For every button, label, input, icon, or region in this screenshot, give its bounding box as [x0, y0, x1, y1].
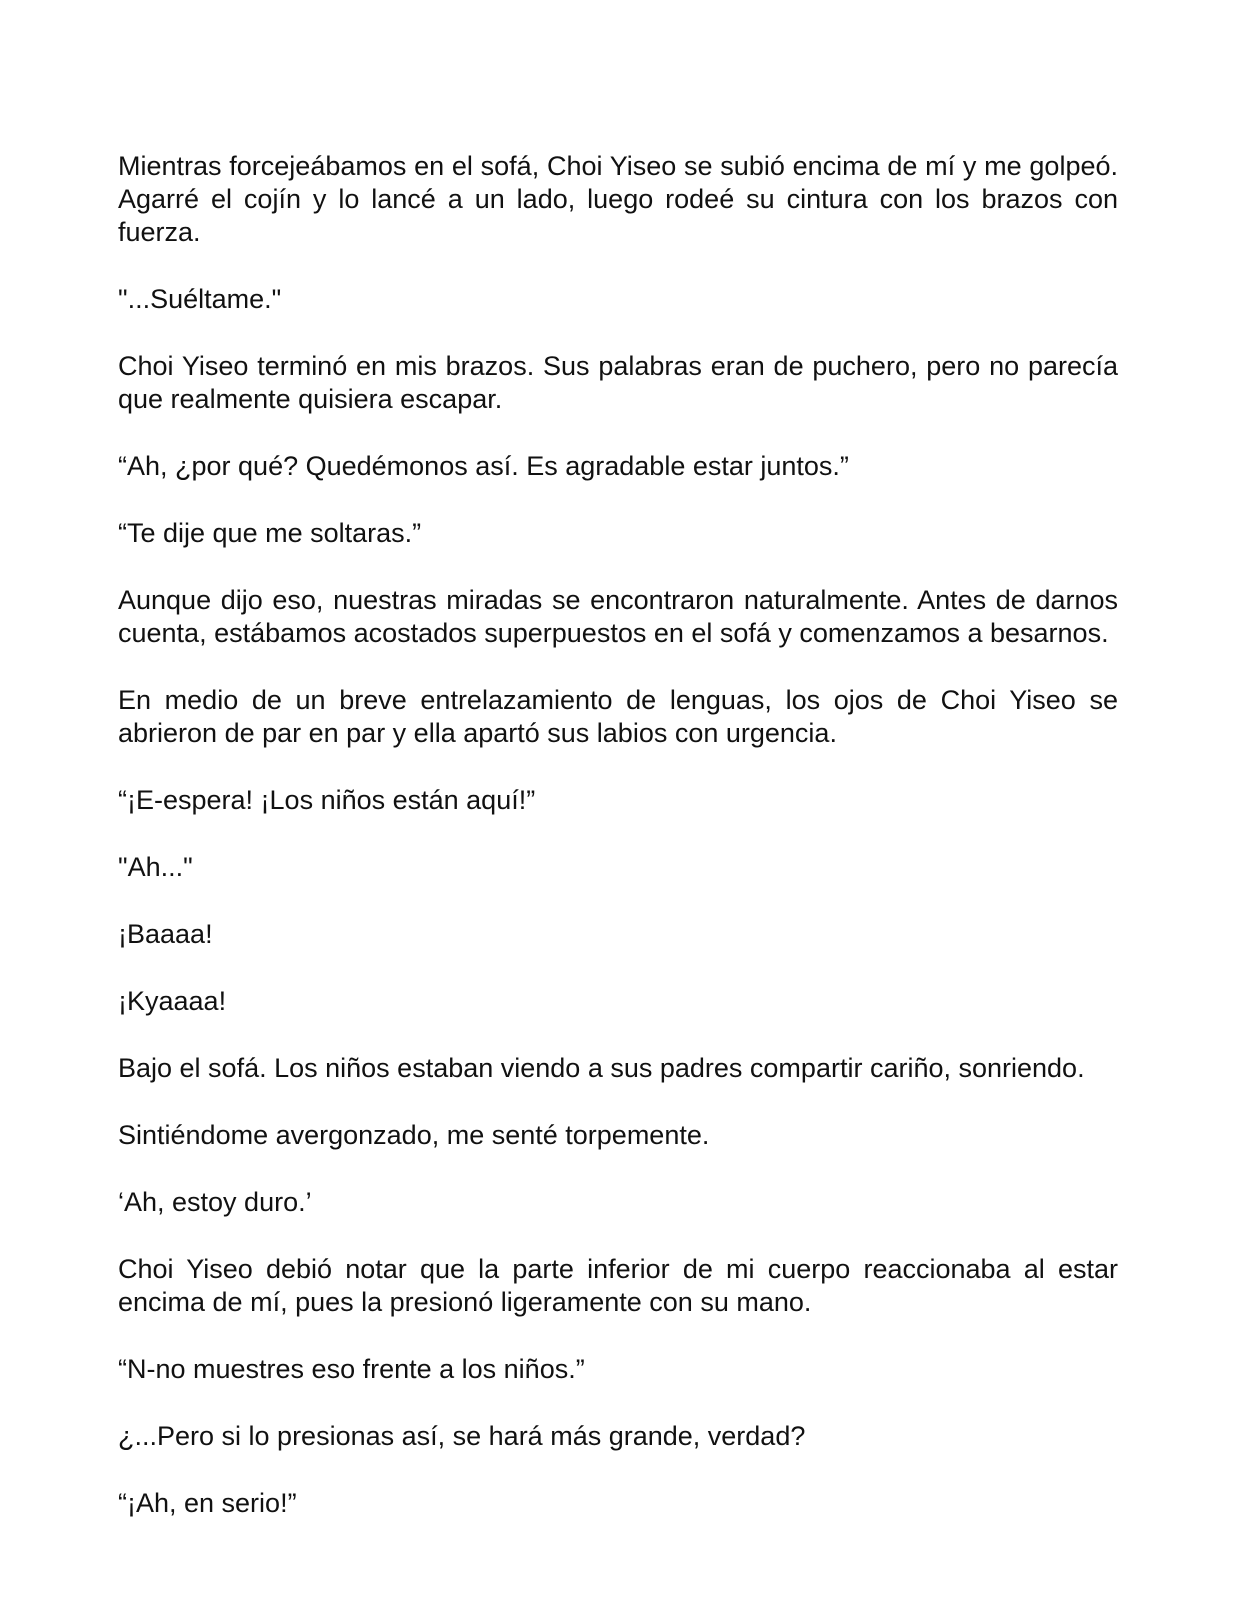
- paragraph-14: ‘Ah, estoy duro.’: [118, 1187, 312, 1217]
- paragraph-15: Choi Yiseo debió notar que la parte inferior de mi cuerpo reaccionaba al estar encima de mí, pues la presionó ligeramente con su mano.: [118, 1254, 1118, 1317]
- paragraph-10: ¡Baaaa!: [118, 919, 213, 949]
- paragraph-3: Choi Yiseo terminó en mis brazos. Sus palabras eran de puchero, pero no parecía que realmente quisiera escapar.: [118, 351, 1118, 414]
- paragraph-4: “Ah, ¿por qué? Quedémonos así. Es agradable estar juntos.”: [118, 451, 849, 481]
- paragraph-12: Bajo el sofá. Los niños estaban viendo a sus padres compartir cariño, sonriendo.: [118, 1053, 1085, 1083]
- paragraph-13: Sintiéndome avergonzado, me senté torpemente.: [118, 1120, 710, 1150]
- paragraph-5: “Te dije que me soltaras.”: [118, 518, 422, 548]
- paragraph-1: Mientras forcejeábamos en el sofá, Choi Yiseo se subió encima de mí y me golpeó. Agarré el cojín y lo lancé a un lado, luego rodeé su cintura con los brazos con fuerza.: [118, 151, 1118, 247]
- paragraph-7: En medio de un breve entrelazamiento de lenguas, los ojos de Choi Yiseo se abrieron de par en par y ella apartó sus labios con urgencia.: [118, 685, 1118, 748]
- document-body: [118, 150, 1118, 1554]
- paragraph-2: "...Suéltame.": [118, 284, 282, 314]
- paragraph-17: ¿...Pero si lo presionas así, se hará más grande, verdad?: [118, 1421, 806, 1451]
- paragraph-16: “N-no muestres eso frente a los niños.”: [118, 1354, 585, 1384]
- paragraph-6: Aunque dijo eso, nuestras miradas se encontraron naturalmente. Antes de darnos cuenta, estábamos acostados superpuestos en el sofá y comenzamos a besarnos.: [118, 585, 1118, 648]
- paragraph-9: "Ah...": [118, 852, 193, 882]
- paragraph-11: ¡Kyaaaa!: [118, 986, 227, 1016]
- paragraph-8: “¡E-espera! ¡Los niños están aquí!”: [118, 785, 536, 815]
- paragraph-18: “¡Ah, en serio!”: [118, 1488, 297, 1518]
